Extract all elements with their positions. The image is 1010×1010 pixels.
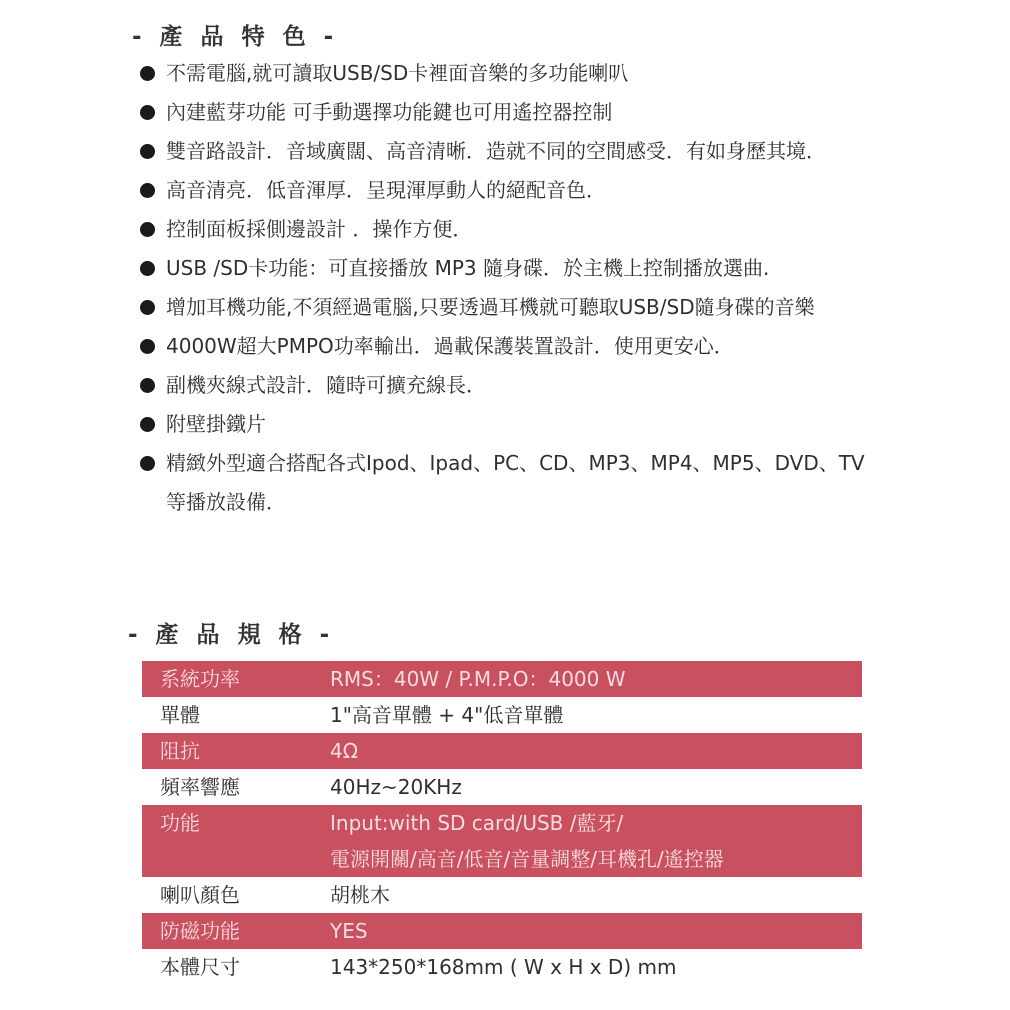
bullet-icon: [140, 144, 155, 159]
bullet-icon: [140, 417, 155, 432]
features-list: [138, 54, 878, 522]
feature-text: 精緻外型適合搭配各式Ipod、Ipad、PC、CD、MP3、MP4、MP5、DVD、TV等播放設備．: [166, 451, 865, 514]
bullet-icon: [140, 378, 155, 393]
spec-row-driver: [142, 697, 862, 733]
spec-label: 喇叭顏色: [160, 883, 240, 907]
spec-value: [330, 733, 862, 769]
feature-item: [138, 132, 878, 171]
spec-label: 本體尺寸: [160, 955, 240, 979]
bullet-icon: [140, 261, 155, 276]
spec-value: [330, 661, 862, 697]
feature-text: 控制面板採側邊設計 ．操作方便．: [166, 217, 473, 241]
spec-label: 頻率響應: [160, 775, 240, 799]
feature-text: 4000W超大PMPO功率輸出．過載保護裝置設計．使用更安心．: [166, 334, 734, 358]
feature-item: [138, 93, 878, 132]
spec-value-line: 4Ω: [330, 739, 359, 763]
spec-value-line: 電源開關/高音/低音/音量調整/耳機孔/遙控器: [330, 847, 724, 871]
spec-value: [330, 697, 862, 733]
feature-item: [138, 249, 878, 288]
bullet-icon: [140, 300, 155, 315]
spec-value-line: Input:with SD card/USB /藍牙/: [330, 811, 624, 835]
feature-item: [138, 366, 878, 405]
spec-value: [330, 769, 862, 805]
spec-value: [330, 805, 862, 877]
feature-item: [138, 54, 878, 93]
spec-table: [142, 661, 862, 985]
features-title: - 產 品 特 色 -: [132, 24, 339, 50]
feature-text: 雙音路設計．音域廣闊、高音清晰．造就不同的空間感受．有如身歷其境．: [166, 139, 826, 163]
bullet-icon: [140, 456, 155, 471]
spec-row-magnetic-shielding: [142, 913, 862, 949]
feature-item: [138, 288, 878, 327]
spec-value-line: 胡桃木: [330, 883, 390, 907]
spec-label: 阻抗: [160, 739, 200, 763]
feature-text: 副機夾線式設計．隨時可擴充線長．: [166, 373, 486, 397]
feature-text: 內建藍芽功能 可手動選擇功能鍵也可用遙控器控制: [166, 100, 613, 124]
feature-item: [138, 444, 878, 522]
spec-row-frequency: [142, 769, 862, 805]
spec-value: [330, 913, 862, 949]
spec-row-impedance: [142, 733, 862, 769]
spec-value-line: YES: [330, 919, 368, 943]
spec-row-dimensions: [142, 949, 862, 985]
feature-item: [138, 405, 878, 444]
specs-title: - 產 品 規 格 -: [128, 622, 335, 648]
feature-item: [138, 171, 878, 210]
spec-label: 防磁功能: [160, 919, 240, 943]
feature-item: [138, 327, 878, 366]
feature-text: 附壁掛鐵片: [166, 412, 266, 436]
spec-row-functions: [142, 805, 862, 877]
spec-label: 功能: [160, 811, 200, 835]
feature-text: 高音清亮．低音渾厚．呈現渾厚動人的絕配音色．: [166, 178, 606, 202]
feature-text: 不需電腦,就可讀取USB/SD卡裡面音樂的多功能喇叭: [166, 61, 629, 85]
bullet-icon: [140, 222, 155, 237]
spec-value-line: 143*250*168mm ( W x H x D) mm: [330, 955, 677, 979]
feature-text: 增加耳機功能,不須經過電腦,只要透過耳機就可聽取USB/SD隨身碟的音樂: [166, 295, 815, 319]
feature-item: [138, 210, 878, 249]
bullet-icon: [140, 66, 155, 81]
spec-row-color: [142, 877, 862, 913]
bullet-icon: [140, 105, 155, 120]
feature-text: USB /SD卡功能：可直接播放 MP3 隨身碟．於主機上控制播放選曲.: [166, 256, 770, 280]
spec-value: [330, 949, 862, 985]
spec-value-line: 1"高音單體 + 4"低音單體: [330, 703, 564, 727]
spec-row-system-power: [142, 661, 862, 697]
spec-label: 單體: [160, 703, 200, 727]
spec-label: 系統功率: [160, 667, 240, 691]
spec-value-line: 40Hz~20KHz: [330, 775, 462, 799]
spec-value: [330, 877, 862, 913]
spec-value-line: RMS：40W / P.M.P.O：4000 W: [330, 667, 626, 691]
bullet-icon: [140, 183, 155, 198]
bullet-icon: [140, 339, 155, 354]
